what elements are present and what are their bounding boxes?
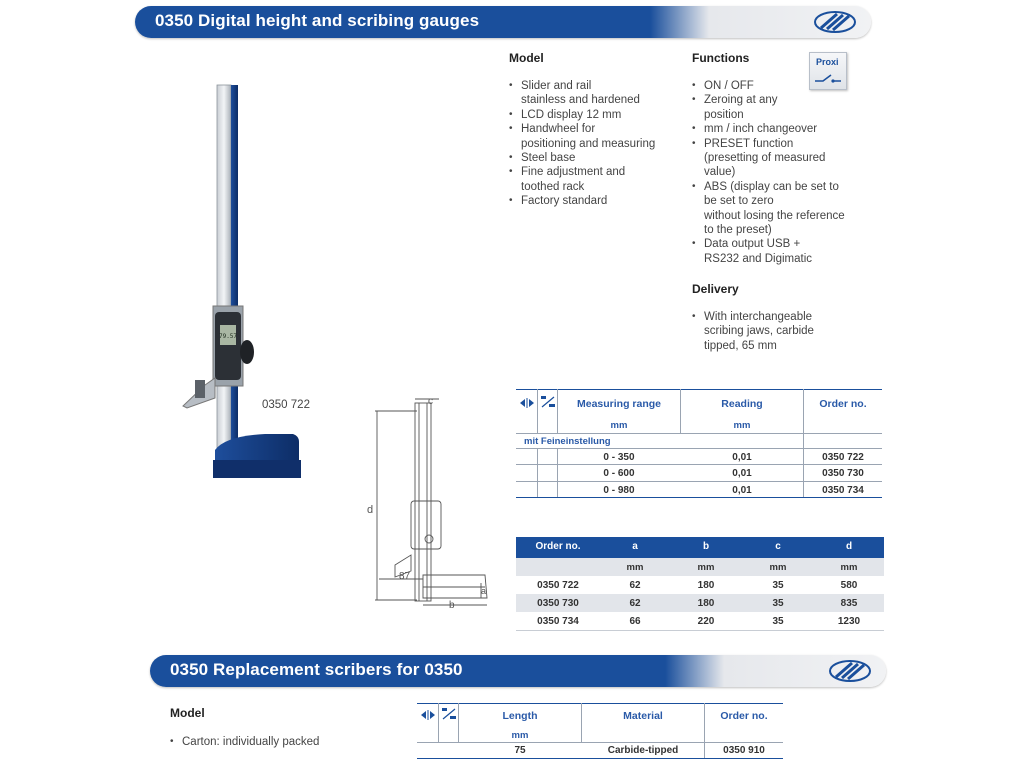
table-cell: 62 xyxy=(629,598,641,609)
list-item: • Factory standard xyxy=(509,194,679,208)
table-cell: 580 xyxy=(840,580,858,591)
delivery-heading: Delivery xyxy=(692,282,739,296)
table-cell: Carbide-tipped xyxy=(607,745,679,756)
reading-icon xyxy=(441,707,457,721)
table-cell: 0 - 980 xyxy=(603,485,635,496)
table-cell: 62 xyxy=(629,580,641,591)
delivery-list xyxy=(692,310,862,353)
col-length: Length xyxy=(502,710,538,722)
col-a: a xyxy=(632,541,638,552)
col-material: Material xyxy=(623,710,663,722)
col-c: c xyxy=(775,541,781,552)
list-item: • Carton: individually packed xyxy=(170,735,370,749)
table-cell: 35 xyxy=(772,598,784,609)
table-cell: 66 xyxy=(629,616,641,627)
functions-heading: Functions xyxy=(692,51,750,65)
col-d: d xyxy=(845,541,853,552)
table-cell: 180 xyxy=(697,580,715,591)
group-label: mit Feineinstellung xyxy=(524,436,611,447)
list-item: • Slider and rail stainless and hardened xyxy=(509,79,679,108)
list-item: • LCD display 12 mm xyxy=(509,108,679,122)
table-cell: 0350 910 xyxy=(723,745,765,756)
section-banner xyxy=(135,6,871,38)
range-icon xyxy=(519,397,535,409)
col-order-no: Order no. xyxy=(819,398,867,410)
unit-length: mm xyxy=(511,730,529,741)
range-icon xyxy=(420,709,436,721)
list-item: • mm / inch changeover xyxy=(692,122,862,136)
unit-d: mm xyxy=(840,562,858,573)
lcd-reading: 79.57 xyxy=(218,333,238,340)
proxi-label: Proxi xyxy=(816,57,839,67)
list-item: • With interchangeable scribing jaws, carbide tipped, 65 mm xyxy=(692,310,862,353)
col-measuring-range: Measuring range xyxy=(576,398,662,410)
dim-c: c xyxy=(428,396,433,407)
dimensions-table xyxy=(516,537,884,631)
reading-icon xyxy=(540,395,556,409)
table-cell: 0350 734 xyxy=(537,616,579,627)
list-item: • ABS (display can be set to be set to zero without losing the reference to the preset) xyxy=(692,180,862,238)
section-banner xyxy=(150,655,886,687)
col-b: b xyxy=(702,541,710,552)
unit-b: mm xyxy=(697,562,715,573)
table-cell: 220 xyxy=(697,616,715,627)
unit-reading: mm xyxy=(733,420,751,431)
dim-a: a xyxy=(481,586,487,596)
model-heading-2: Model xyxy=(170,706,205,720)
table-cell: 0350 730 xyxy=(537,598,579,609)
table-cell: 0350 722 xyxy=(822,452,864,463)
scriber-table xyxy=(417,703,783,759)
list-item: • Handwheel for positioning and measuring xyxy=(509,122,679,151)
table-cell: 0350 734 xyxy=(822,485,864,496)
dim-d: d xyxy=(367,504,374,516)
dim-b: b xyxy=(449,600,455,608)
col-order-no: Order no. xyxy=(535,541,581,552)
model-list xyxy=(509,79,679,209)
unit-a: mm xyxy=(626,562,644,573)
unit-range: mm xyxy=(610,420,628,431)
table-cell: 180 xyxy=(697,598,715,609)
table-cell: 0350 730 xyxy=(822,468,864,479)
model-heading: Model xyxy=(509,51,544,65)
unit-c: mm xyxy=(769,562,787,573)
table-cell: 835 xyxy=(840,598,858,609)
list-item: • Zeroing at any position xyxy=(692,93,862,122)
table-cell: 75 xyxy=(514,745,526,756)
table-cell: 0,01 xyxy=(732,452,752,463)
table-cell: 0,01 xyxy=(732,485,752,496)
table-cell: 35 xyxy=(772,580,784,591)
table-cell: 35 xyxy=(772,616,784,627)
col-order-no: Order no. xyxy=(720,710,768,722)
brand-logo-icon xyxy=(813,10,857,34)
list-item: • Fine adjustment and toothed rack xyxy=(509,165,679,194)
dim-offset: 87 xyxy=(399,571,411,582)
measuring-range-table xyxy=(516,389,882,499)
list-item: • Steel base xyxy=(509,151,679,165)
dimension-diagram xyxy=(365,393,495,608)
functions-list xyxy=(692,79,862,266)
table-cell: 0 - 600 xyxy=(603,468,635,479)
brand-logo-icon xyxy=(828,659,872,683)
height-gauge-photo xyxy=(175,80,315,490)
section-title: 0350 Replacement scribers for 0350 xyxy=(170,660,463,679)
list-item: • ON / OFF xyxy=(692,79,862,93)
table-cell: 0 - 350 xyxy=(603,452,635,463)
table-cell: 0350 722 xyxy=(537,580,579,591)
section-title: 0350 Digital height and scribing gauges xyxy=(155,11,480,30)
product-label: 0350 722 xyxy=(262,399,310,411)
list-item: • Data output USB + RS232 and Digimatic xyxy=(692,237,862,266)
list-item: • PRESET function (presetting of measured value) xyxy=(692,137,862,180)
col-reading: Reading xyxy=(721,398,763,410)
model-list-2 xyxy=(170,735,370,749)
table-cell: 0,01 xyxy=(732,468,752,479)
table-cell: 1230 xyxy=(837,616,861,627)
